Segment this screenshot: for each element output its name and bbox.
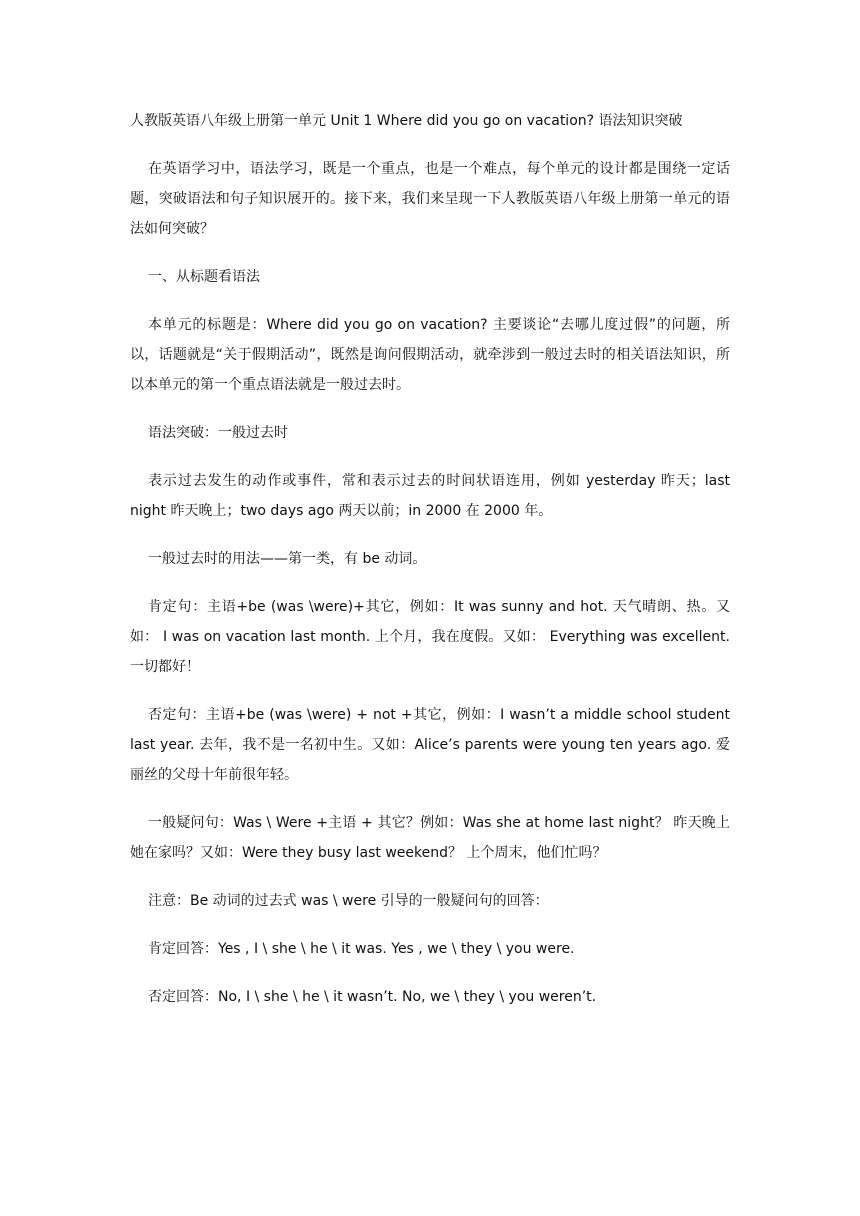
- question-paragraph: 一般疑问句：Was \ Were +主语 + 其它？例如：Was she at home last night？ 昨天晚上她在家吗？又如：Were they busy last weekend？ 上个周末，他们忙吗？: [130, 815, 730, 861]
- usage-heading: 一般过去时的用法——第一类，有 be 动词。: [148, 551, 427, 567]
- document-title: 人教版英语八年级上册第一单元 Unit 1 Where did you go on vacation? 语法知识突破: [130, 113, 683, 129]
- note-paragraph: 注意：Be 动词的过去式 was \ were 引导的一般疑问句的回答：: [148, 893, 549, 909]
- negative-paragraph: 否定句：主语+be (was \were) + not +其它，例如：I wasn’t a middle school student last year. 去年，我不是一名初中生。又如：Alice’s parents were young ten years ago. 爱丽丝的父母十年前很年轻。: [130, 707, 730, 783]
- affirmative-answer: 肯定回答：Yes , I \ she \ he \ it was. Yes , we \ they \ you were.: [148, 941, 575, 957]
- intro-paragraph: 在英语学习中，语法学习，既是一个重点，也是一个难点，每个单元的设计都是围绕一定话题，突破语法和句子知识展开的。接下来，我们来呈现一下人教版英语八年级上册第一单元的语法如何突破？: [130, 161, 730, 237]
- grammar-heading: 语法突破：一般过去时: [148, 425, 288, 441]
- affirmative-paragraph: 肯定句：主语+be (was \were)+其它，例如：It was sunny and hot. 天气晴朗、热。又如： I was on vacation last month. 上个月，我在度假。又如： Everything was excellent. 一切都好！: [130, 599, 730, 675]
- section-heading: 一、从标题看语法: [148, 269, 260, 285]
- document-body: [130, 108, 730, 1030]
- past-tense-definition: 表示过去发生的动作或事件，常和表示过去的时间状语连用，例如 yesterday 昨天；last night 昨天晚上；two days ago 两天以前；in 2000 在 2000 年。: [130, 473, 730, 519]
- title-analysis-paragraph: 本单元的标题是：Where did you go on vacation? 主要谈论“去哪儿度过假”的问题，所以，话题就是“关于假期活动”，既然是询问假期活动，就牵涉到一般过去时的相关语法知识，所以本单元的第一个重点语法就是一般过去时。: [130, 317, 730, 393]
- negative-answer: 否定回答：No, I \ she \ he \ it wasn’t. No, we \ they \ you weren’t.: [148, 989, 597, 1005]
